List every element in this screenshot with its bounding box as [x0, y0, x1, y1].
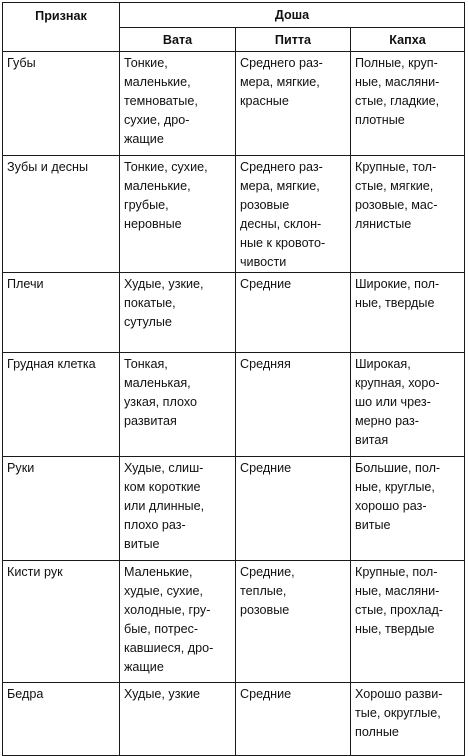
- header-vata: Вата: [120, 28, 236, 52]
- dosha-table: [2, 2, 465, 756]
- table-row: [3, 457, 465, 561]
- vata-cell: Маленькие, худые, сухие, холодные, гру- бые, потрес- кавшиеся, дро- жащие: [120, 561, 236, 683]
- pitta-cell: Средние, теплые, розовые: [236, 561, 351, 683]
- pitta-cell: Среднего раз- мера, мягкие, красные: [236, 52, 351, 156]
- table-row: [3, 52, 465, 156]
- kapha-cell: Широкие, пол- ные, твердые: [351, 273, 465, 353]
- vata-cell: Худые, узкие, покатые, сутулые: [120, 273, 236, 353]
- pitta-cell: Средняя: [236, 353, 351, 457]
- header-row-top: [3, 3, 465, 28]
- header-pitta: Питта: [236, 28, 351, 52]
- kapha-cell: Большие, пол- ные, круглые, хорошо раз- витые: [351, 457, 465, 561]
- vata-cell: Худые, узкие: [120, 683, 236, 756]
- header-feature: Признак: [3, 3, 120, 52]
- feature-cell: Бедра: [3, 683, 120, 756]
- table-row: [3, 273, 465, 353]
- kapha-cell: Хорошо разви- тые, округлые, полные: [351, 683, 465, 756]
- feature-cell: Плечи: [3, 273, 120, 353]
- pitta-cell: Среднего раз- мера, мягкие, розовые десны, склон- ные к кровото- чивости: [236, 156, 351, 273]
- vata-cell: Тонкие, маленькие, темноватые, сухие, дро- жащие: [120, 52, 236, 156]
- kapha-cell: Полные, круп- ные, масляни- стые, гладкие, плотные: [351, 52, 465, 156]
- header-dosha: Доша: [120, 3, 465, 28]
- feature-cell: Кисти рук: [3, 561, 120, 683]
- table-row: [3, 353, 465, 457]
- kapha-cell: Крупные, пол- ные, масляни- стые, прохлад- ные, твердые: [351, 561, 465, 683]
- feature-cell: Руки: [3, 457, 120, 561]
- kapha-cell: Крупные, тол- стые, мягкие, розовые, мас- лянистые: [351, 156, 465, 273]
- kapha-cell: Широкая, крупная, хоро- шо или чрез- мерно раз- витая: [351, 353, 465, 457]
- table-row: [3, 683, 465, 756]
- header-kapha: Капха: [351, 28, 465, 52]
- feature-cell: Грудная клетка: [3, 353, 120, 457]
- feature-cell: Зубы и десны: [3, 156, 120, 273]
- vata-cell: Тонкая, маленькая, узкая, плохо развитая: [120, 353, 236, 457]
- vata-cell: Худые, слиш- ком короткие или длинные, плохо раз- витые: [120, 457, 236, 561]
- feature-cell: Губы: [3, 52, 120, 156]
- table-row: [3, 561, 465, 683]
- pitta-cell: Средние: [236, 683, 351, 756]
- pitta-cell: Средние: [236, 273, 351, 353]
- vata-cell: Тонкие, сухие, маленькие, грубые, неровные: [120, 156, 236, 273]
- table-row: [3, 156, 465, 273]
- pitta-cell: Средние: [236, 457, 351, 561]
